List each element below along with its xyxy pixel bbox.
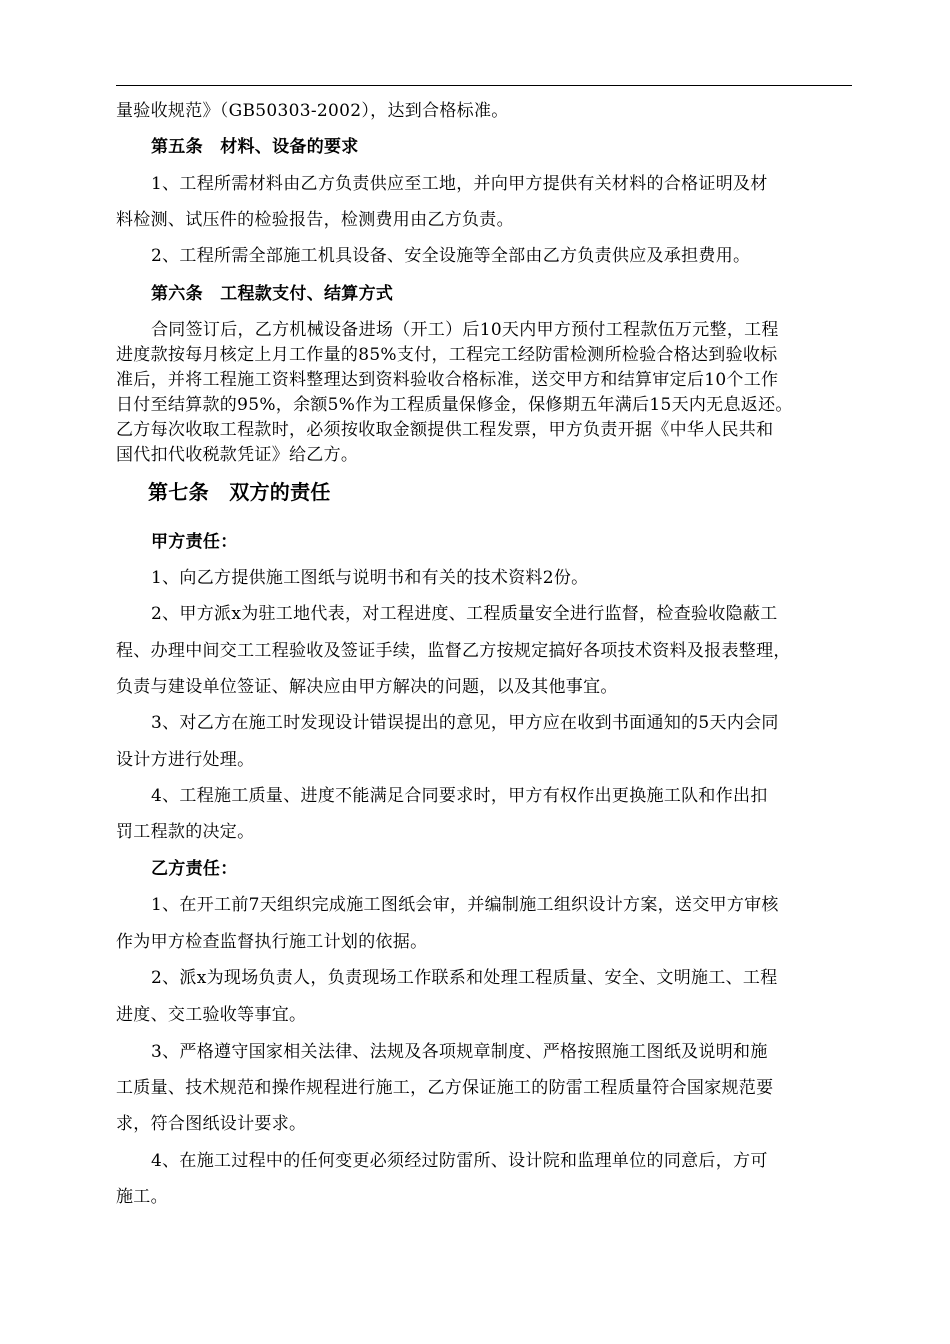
text-line: 2、工程所需全部施工机具设备、安全设施等全部由乙方负责供应及承担费用。	[151, 246, 751, 266]
text-line: 2、甲方派x为驻工地代表，对工程进度、工程质量安全进行监督，检查验收隐蔽工	[151, 604, 778, 624]
text-line: 求，符合图纸设计要求。	[116, 1114, 307, 1134]
article-7-heading: 第七条 双方的责任	[148, 480, 331, 504]
text-line: 2、派x为现场负责人，负责现场工作联系和处理工程质量、安全、文明施工、工程	[151, 968, 778, 988]
text-line: 3、对乙方在施工时发现设计错误提出的意见，甲方应在收到书面通知的5天内会同	[151, 713, 779, 733]
text-line: 国代扣代收税款凭证》给乙方。	[116, 445, 359, 465]
text-line: 日付至结算款的95%，余额5%作为工程质量保修金，保修期五年满后15天内无息返还。	[116, 395, 793, 415]
text-line: 1、工程所需材料由乙方负责供应至工地，并向甲方提供有关材料的合格证明及材	[151, 174, 768, 194]
text-line: 4、在施工过程中的任何变更必须经过防雷所、设计院和监理单位的同意后，方可	[151, 1151, 768, 1171]
text-line: 进度款按每月核定上月工作量的85%支付，工程完工经防雷检测所检验合格达到验收标	[116, 345, 778, 365]
text-line: 料检测、试压件的检验报告，检测费用由乙方负责。	[116, 210, 514, 230]
header-rule	[116, 85, 852, 86]
text-line: 1、向乙方提供施工图纸与说明书和有关的技术资料2份。	[151, 568, 589, 588]
text-line: 量验收规范》（GB50303-2002），达到合格标准。	[116, 101, 509, 121]
article-6-heading: 第六条 工程款支付、结算方式	[151, 284, 394, 304]
text-line: 罚工程款的决定。	[116, 822, 255, 842]
text-line: 准后，并将工程施工资料整理达到资料验收合格标准，送交甲方和结算审定后10个工作	[116, 370, 779, 390]
text-line: 4、工程施工质量、进度不能满足合同要求时，甲方有权作出更换施工队和作出扣	[151, 786, 768, 806]
text-line: 工质量、技术规范和操作规程进行施工，乙方保证施工的防雷工程质量符合国家规范要	[116, 1078, 774, 1098]
text-line: 进度、交工验收等事宜。	[116, 1005, 307, 1025]
text-line: 程、办理中间交工工程验收及签证手续，监督乙方按规定搞好各项技术资料及报表整理，	[116, 641, 791, 661]
text-line: 乙方每次收取工程款时，必须按收取金额提供工程发票，甲方负责开据《中华人民共和	[116, 420, 774, 440]
text-line: 3、严格遵守国家相关法律、法规及各项规章制度、严格按照施工图纸及说明和施	[151, 1042, 768, 1062]
text-line: 设计方进行处理。	[116, 750, 255, 770]
text-line: 1、在开工前7天组织完成施工图纸会审，并编制施工组织设计方案，送交甲方审核	[151, 895, 779, 915]
text-line: 作为甲方检查监督执行施工计划的依据。	[116, 932, 428, 952]
text-line: 负责与建设单位签证、解决应由甲方解决的问题，以及其他事宜。	[116, 677, 618, 697]
article-5-heading: 第五条 材料、设备的要求	[151, 137, 359, 157]
text-line: 施工。	[116, 1187, 168, 1207]
party-a-heading: 甲方责任：	[151, 532, 238, 552]
text-line: 合同签订后，乙方机械设备进场（开工）后10天内甲方预付工程款伍万元整，工程	[151, 320, 779, 340]
party-b-heading: 乙方责任：	[151, 859, 238, 879]
